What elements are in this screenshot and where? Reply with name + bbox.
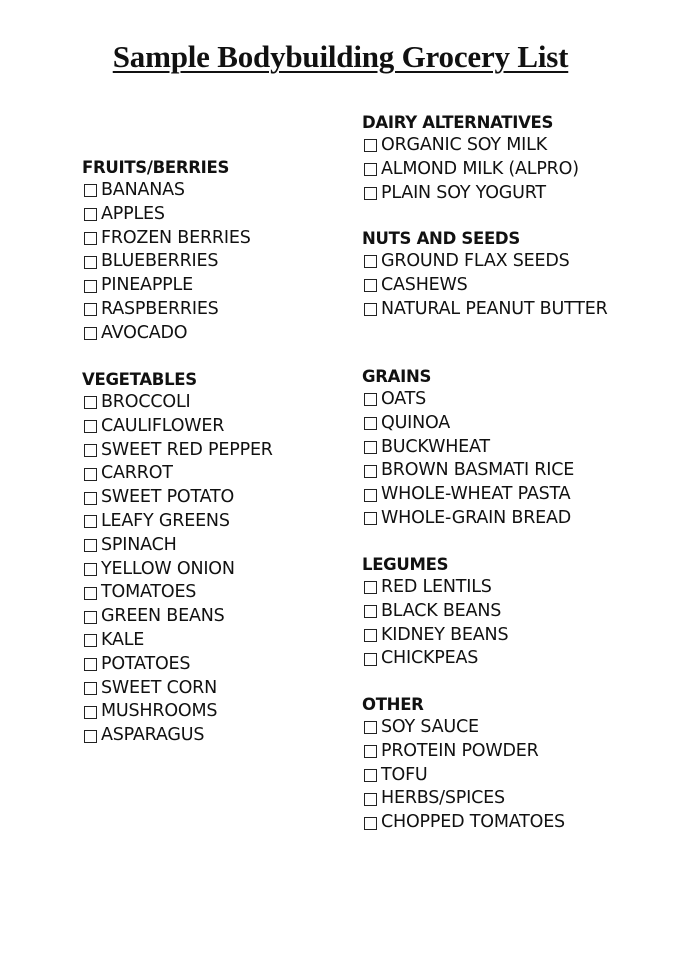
checkbox[interactable] bbox=[84, 256, 97, 269]
checkbox[interactable] bbox=[84, 184, 97, 197]
checkbox[interactable] bbox=[364, 393, 377, 406]
checklist-item[interactable] bbox=[362, 134, 662, 158]
section-other bbox=[362, 694, 662, 835]
item-label: GREEN BEANS bbox=[101, 606, 225, 627]
item-label: LEAFY GREENS bbox=[101, 510, 230, 531]
checkbox[interactable] bbox=[364, 721, 377, 734]
item-label: QUINOA bbox=[381, 412, 451, 433]
page-title bbox=[0, 38, 681, 76]
checklist-item[interactable] bbox=[362, 647, 662, 671]
checklist-item[interactable] bbox=[82, 534, 382, 558]
checkbox[interactable] bbox=[84, 280, 97, 293]
checklist-item[interactable] bbox=[82, 510, 382, 534]
section-heading: FRUITS/BERRIES bbox=[82, 158, 230, 177]
checklist-item[interactable] bbox=[82, 581, 382, 605]
item-label: PLAIN SOY YOGURT bbox=[381, 182, 546, 203]
checklist-item[interactable] bbox=[82, 629, 382, 653]
item-label: BROWN BASMATI RICE bbox=[381, 460, 575, 481]
item-label: APPLES bbox=[101, 203, 165, 224]
checklist-item[interactable] bbox=[82, 605, 382, 629]
checklist-item[interactable] bbox=[362, 182, 662, 206]
checkbox[interactable] bbox=[364, 817, 377, 830]
checklist-item[interactable] bbox=[362, 158, 662, 182]
checklist-item[interactable] bbox=[82, 677, 382, 701]
item-label: SPINACH bbox=[101, 534, 177, 555]
item-label: SOY SAUCE bbox=[381, 717, 479, 737]
item-label: SWEET RED PEPPER bbox=[101, 439, 273, 460]
checkbox[interactable] bbox=[84, 396, 97, 409]
section-vegetables bbox=[82, 369, 382, 748]
item-label: CARROT bbox=[101, 463, 173, 484]
checkbox[interactable] bbox=[84, 515, 97, 528]
item-label: SWEET POTATO bbox=[101, 487, 235, 508]
checkbox[interactable] bbox=[84, 327, 97, 340]
checklist-item[interactable] bbox=[362, 764, 662, 788]
checkbox[interactable] bbox=[364, 465, 377, 478]
section-heading: DAIRY ALTERNATIVES bbox=[362, 113, 554, 132]
checkbox[interactable] bbox=[364, 581, 377, 594]
checkbox[interactable] bbox=[364, 303, 377, 316]
item-label: RED LENTILS bbox=[381, 577, 492, 597]
item-list bbox=[362, 716, 662, 835]
item-label: CAULIFLOWER bbox=[101, 415, 225, 436]
item-list bbox=[82, 391, 382, 748]
checkbox[interactable] bbox=[364, 417, 377, 430]
checklist-item[interactable] bbox=[362, 412, 662, 436]
section-heading: NUTS AND SEEDS bbox=[362, 229, 520, 248]
item-label: HERBS/SPICES bbox=[381, 788, 505, 809]
section-heading: LEGUMES bbox=[362, 555, 449, 574]
checkbox[interactable] bbox=[364, 793, 377, 806]
page-title-text: Sample Bodybuilding Grocery List bbox=[112, 39, 569, 74]
checklist-item[interactable] bbox=[82, 653, 382, 677]
section-heading: VEGETABLES bbox=[82, 370, 197, 389]
checklist-item[interactable] bbox=[82, 415, 382, 439]
item-list bbox=[362, 388, 662, 531]
item-list bbox=[362, 134, 662, 205]
checklist-item[interactable] bbox=[82, 700, 382, 724]
item-list bbox=[82, 179, 382, 346]
checkbox[interactable] bbox=[364, 139, 377, 152]
item-label: AVOCADO bbox=[101, 322, 188, 343]
checklist-item[interactable] bbox=[362, 250, 662, 274]
checkbox[interactable] bbox=[364, 745, 377, 758]
item-label: OATS bbox=[381, 389, 427, 409]
item-label: FROZEN BERRIES bbox=[101, 227, 251, 248]
item-label: ASPARAGUS bbox=[101, 725, 205, 746]
checkbox[interactable] bbox=[84, 468, 97, 481]
checkbox[interactable] bbox=[84, 208, 97, 221]
checklist-item[interactable] bbox=[82, 203, 382, 227]
item-label: CASHEWS bbox=[381, 274, 468, 295]
checklist-item[interactable] bbox=[82, 298, 382, 322]
checkbox[interactable] bbox=[84, 539, 97, 552]
checkbox[interactable] bbox=[84, 492, 97, 505]
section-fruits-berries bbox=[82, 157, 382, 346]
checkbox[interactable] bbox=[364, 187, 377, 200]
checkbox[interactable] bbox=[364, 279, 377, 292]
checkbox[interactable] bbox=[84, 563, 97, 576]
item-label: TOMATOES bbox=[101, 582, 197, 603]
checklist-item[interactable] bbox=[362, 624, 662, 648]
item-label: ORGANIC SOY MILK bbox=[381, 135, 547, 155]
item-label: RASPBERRIES bbox=[101, 298, 219, 319]
section-heading: GRAINS bbox=[362, 367, 432, 386]
item-label: PROTEIN POWDER bbox=[381, 740, 539, 761]
section-legumes bbox=[362, 554, 662, 671]
checkbox[interactable] bbox=[84, 303, 97, 316]
checklist-item[interactable] bbox=[82, 486, 382, 510]
item-label: KIDNEY BEANS bbox=[381, 624, 509, 645]
checkbox[interactable] bbox=[364, 255, 377, 268]
item-label: MUSHROOMS bbox=[101, 701, 218, 722]
checklist-item[interactable] bbox=[82, 179, 382, 203]
checklist-item[interactable] bbox=[362, 787, 662, 811]
checkbox[interactable] bbox=[84, 420, 97, 433]
item-label: BANANAS bbox=[101, 180, 185, 200]
section-dairy-alternatives bbox=[362, 112, 662, 205]
item-label: CHOPPED TOMATOES bbox=[381, 812, 565, 833]
section-heading: OTHER bbox=[362, 695, 424, 714]
checkbox[interactable] bbox=[84, 658, 97, 671]
checklist-item[interactable] bbox=[362, 576, 662, 600]
checklist-item[interactable] bbox=[362, 600, 662, 624]
item-label: KALE bbox=[101, 629, 145, 650]
item-label: ALMOND MILK (ALPRO) bbox=[381, 158, 579, 179]
checklist-item[interactable] bbox=[82, 439, 382, 463]
checkbox[interactable] bbox=[364, 629, 377, 642]
item-list bbox=[362, 576, 662, 671]
item-label: WHOLE-WHEAT PASTA bbox=[381, 484, 571, 505]
checkbox[interactable] bbox=[84, 730, 97, 743]
checkbox[interactable] bbox=[364, 605, 377, 618]
checklist-item[interactable] bbox=[362, 740, 662, 764]
checklist-item[interactable] bbox=[82, 558, 382, 582]
checkbox[interactable] bbox=[84, 444, 97, 457]
item-label: SWEET CORN bbox=[101, 677, 218, 698]
checkbox[interactable] bbox=[84, 706, 97, 719]
checkbox[interactable] bbox=[364, 489, 377, 502]
item-label: BLACK BEANS bbox=[381, 600, 502, 621]
item-label: BLUEBERRIES bbox=[101, 251, 219, 272]
item-label: YELLOW ONION bbox=[101, 558, 235, 579]
checkbox[interactable] bbox=[84, 611, 97, 624]
checklist-item[interactable] bbox=[82, 462, 382, 486]
checkbox[interactable] bbox=[364, 769, 377, 782]
checkbox[interactable] bbox=[84, 682, 97, 695]
checklist-item[interactable] bbox=[82, 322, 382, 346]
item-label: GROUND FLAX SEEDS bbox=[381, 251, 570, 271]
item-label: NATURAL PEANUT BUTTER bbox=[381, 298, 608, 319]
item-label: TOFU bbox=[381, 764, 428, 785]
checklist-item[interactable] bbox=[82, 227, 382, 251]
item-list bbox=[362, 250, 662, 321]
checklist-item[interactable] bbox=[362, 811, 662, 835]
item-label: WHOLE-GRAIN BREAD bbox=[381, 507, 572, 528]
section-grains bbox=[362, 366, 662, 531]
checklist-item[interactable] bbox=[362, 298, 662, 322]
checkbox[interactable] bbox=[364, 163, 377, 176]
checklist-item[interactable] bbox=[362, 507, 662, 531]
checkbox[interactable] bbox=[364, 441, 377, 454]
checklist-item[interactable] bbox=[82, 250, 382, 274]
checkbox[interactable] bbox=[84, 232, 97, 245]
checklist-item[interactable] bbox=[82, 724, 382, 748]
checkbox[interactable] bbox=[84, 587, 97, 600]
checklist-item[interactable] bbox=[362, 716, 662, 740]
checklist-item[interactable] bbox=[362, 274, 662, 298]
checklist-item[interactable] bbox=[362, 483, 662, 507]
item-label: PINEAPPLE bbox=[101, 275, 193, 296]
checkbox[interactable] bbox=[84, 634, 97, 647]
section-nuts-and-seeds bbox=[362, 228, 662, 321]
item-label: POTATOES bbox=[101, 653, 191, 674]
checklist-item[interactable] bbox=[82, 274, 382, 298]
checklist-item[interactable] bbox=[82, 391, 382, 415]
checkbox[interactable] bbox=[364, 653, 377, 666]
item-label: BROCCOLI bbox=[101, 392, 191, 412]
item-label: BUCKWHEAT bbox=[381, 436, 490, 457]
item-label: CHICKPEAS bbox=[381, 648, 479, 669]
checklist-item[interactable] bbox=[362, 459, 662, 483]
checklist-item[interactable] bbox=[362, 388, 662, 412]
checklist-item[interactable] bbox=[362, 436, 662, 460]
checkbox[interactable] bbox=[364, 512, 377, 525]
